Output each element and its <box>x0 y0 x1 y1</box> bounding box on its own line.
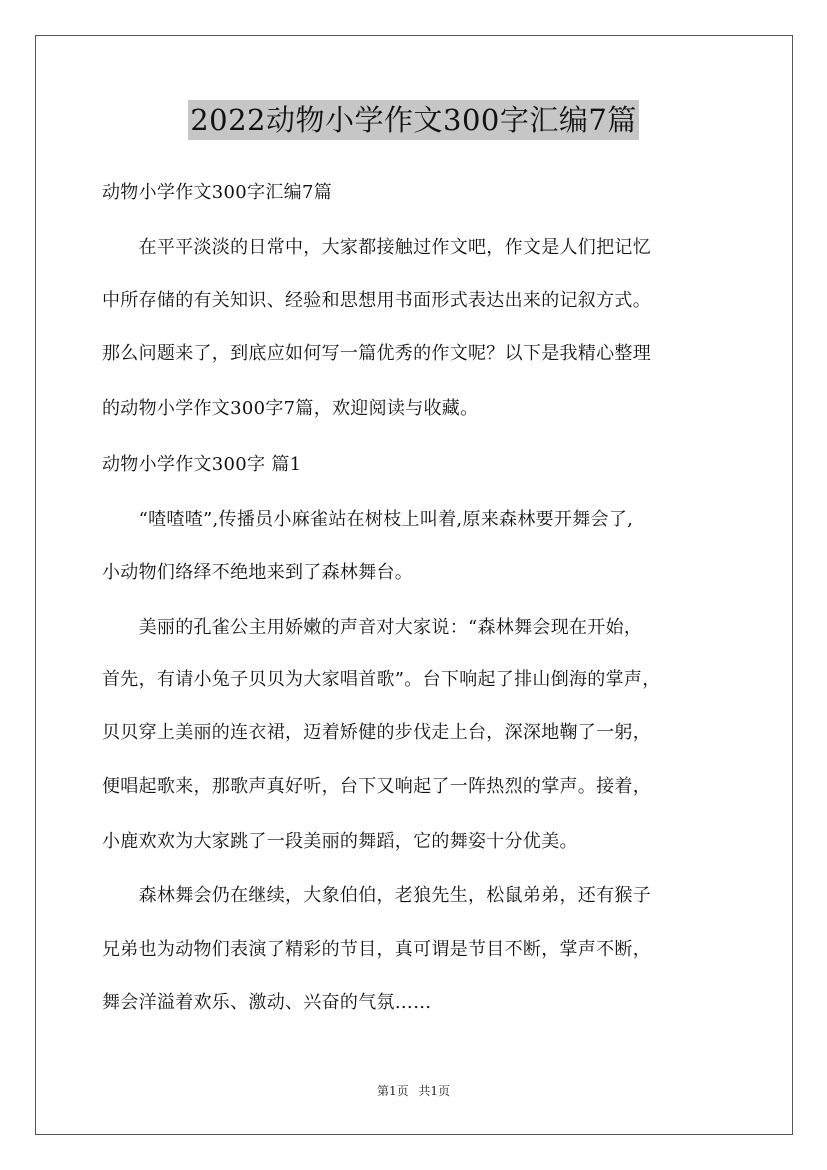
title-container <box>0 100 827 140</box>
paragraph1-line-2: 小动物们络绎不绝地来到了森林舞台。 <box>102 562 414 583</box>
intro-line-1: 在平平淡淡的日常中，大家都接触过作文吧，作文是人们把记忆 <box>102 237 651 258</box>
page-footer: 第1页 共1页 <box>376 1084 451 1098</box>
intro-line-2: 中所存储的有关知识、经验和思想用书面形式表达出来的记叙方式。 <box>102 290 651 311</box>
paragraph2-line-2: 首先，有请小兔子贝贝为大家唱首歌”。台下响起了排山倒海的掌声， <box>102 669 661 690</box>
paragraph2-line-5: 小鹿欢欢为大家跳了一段美丽的舞蹈，它的舞姿十分优美。 <box>102 831 578 852</box>
paragraph3-line-2: 兄弟也为动物们表演了精彩的节目，真可谓是节目不断，掌声不断， <box>102 939 651 960</box>
paragraph2-line-3: 贝贝穿上美丽的连衣裙，迈着矫健的步伐走上台，深深地鞠了一躬， <box>102 722 651 743</box>
section-heading: 动物小学作文300字 篇1 <box>102 454 302 475</box>
paragraph3-line-3: 舞会洋溢着欢乐、激动、兴奋的气氛…… <box>102 992 432 1013</box>
paragraph3-line-1: 森林舞会仍在继续，大象伯伯，老狼先生，松鼠弟弟，还有猴子 <box>102 885 651 906</box>
intro-line-4: 的动物小学作文300字7篇，欢迎阅读与收藏。 <box>102 398 479 419</box>
paragraph2-line-4: 便唱起歌来，那歌声真好听，台下又响起了一阵热烈的掌声。接着， <box>102 776 651 797</box>
document-subtitle: 动物小学作文300字汇编7篇 <box>102 182 333 203</box>
paragraph2-line-1: 美丽的孔雀公主用娇嫩的声音对大家说：“森林舞会现在开始， <box>102 617 643 638</box>
intro-line-3: 那么问题来了，到底应如何写一篇优秀的作文呢？以下是我精心整理 <box>102 343 651 364</box>
paragraph1-line-1: “喳喳喳”,传播员小麻雀站在树枝上叫着,原来森林要开舞会了, <box>102 509 634 530</box>
document-title: 2022动物小学作文300字汇编7篇 <box>188 100 639 140</box>
